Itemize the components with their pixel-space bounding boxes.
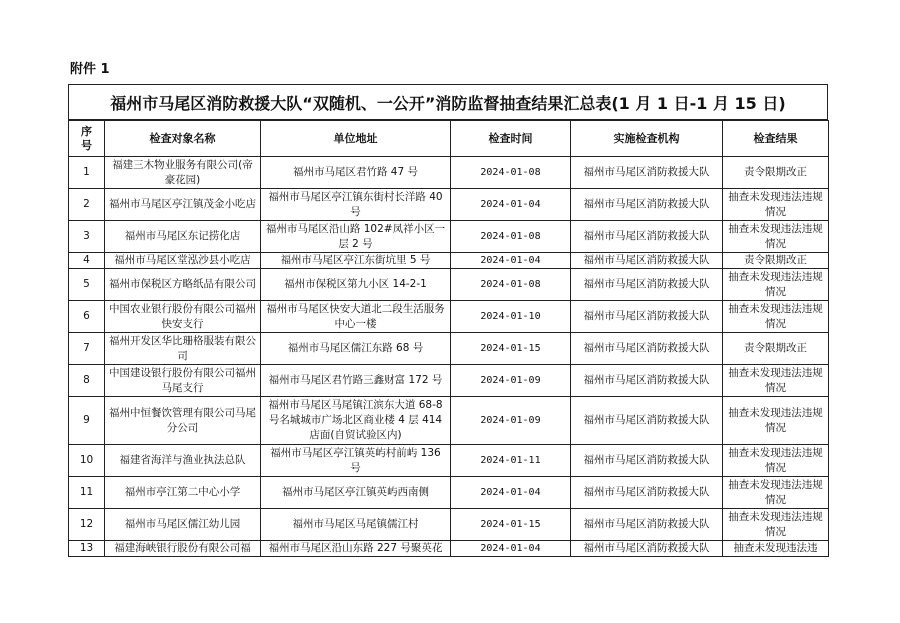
row-result: 责令限期改正	[723, 253, 829, 269]
table-row	[69, 445, 829, 477]
table-row	[69, 477, 829, 509]
row-result: 抽查未发现违法违规情况	[723, 301, 829, 333]
row-date: 2024-01-11	[451, 445, 571, 477]
table-row	[69, 157, 829, 189]
document-title: 福州市马尾区消防救援大队“双随机、一公开”消防监督抽查结果汇总表(1 月 1 日-1 月 15 日)	[68, 84, 828, 120]
table-row	[69, 333, 829, 365]
row-date: 2024-01-04	[451, 253, 571, 269]
row-date: 2024-01-08	[451, 221, 571, 253]
row-result: 抽查未发现违法违规情况	[723, 477, 829, 509]
table-row	[69, 253, 829, 269]
attachment-label: 附件 1	[70, 62, 110, 77]
row-name: 福州开发区华比珊格服装有限公司	[105, 333, 261, 365]
row-name: 福州中恒餐饮管理有限公司马尾分公司	[105, 397, 261, 445]
row-name: 福建三木物业服务有限公司(帝豪花园)	[105, 157, 261, 189]
table-row	[69, 301, 829, 333]
row-name: 中国农业银行股份有限公司福州快安支行	[105, 301, 261, 333]
row-no: 4	[69, 253, 105, 269]
table-row	[69, 269, 829, 301]
row-name: 福州市马尾区亭江镇茂金小吃店	[105, 189, 261, 221]
row-result: 抽查未发现违法违规情况	[723, 269, 829, 301]
row-no: 13	[69, 541, 105, 557]
header-name: 检查对象名称	[105, 121, 261, 157]
row-result: 抽查未发现违法违规情况	[723, 509, 829, 541]
row-address: 福州市马尾区马尾镇江滨东大道 68-8 号名城城市广场北区商业楼 4 层 414 店面(自贸试验区内)	[261, 397, 451, 445]
row-org: 福州市马尾区消防救援大队	[571, 477, 723, 509]
row-org: 福州市马尾区消防救援大队	[571, 541, 723, 557]
row-result: 抽查未发现违法违规情况	[723, 397, 829, 445]
row-no: 1	[69, 157, 105, 189]
table-row	[69, 221, 829, 253]
row-address: 福州市马尾区沿山路 102#凤祥小区一层 2 号	[261, 221, 451, 253]
row-name: 福州市保税区方略纸品有限公司	[105, 269, 261, 301]
row-date: 2024-01-04	[451, 541, 571, 557]
row-address: 福州市马尾区亭江镇英屿西南侧	[261, 477, 451, 509]
row-org: 福州市马尾区消防救援大队	[571, 333, 723, 365]
row-date: 2024-01-04	[451, 189, 571, 221]
row-no: 8	[69, 365, 105, 397]
row-org: 福州市马尾区消防救援大队	[571, 365, 723, 397]
row-org: 福州市马尾区消防救援大队	[571, 221, 723, 253]
row-address: 福州市保税区第九小区 14-2-1	[261, 269, 451, 301]
row-address: 福州市马尾区亭江东街坑里 5 号	[261, 253, 451, 269]
row-no: 10	[69, 445, 105, 477]
row-no: 12	[69, 509, 105, 541]
row-result: 抽查未发现违法违规情况	[723, 365, 829, 397]
row-name: 福州市马尾区东记捞化店	[105, 221, 261, 253]
row-name: 中国建设银行股份有限公司福州马尾支行	[105, 365, 261, 397]
row-no: 6	[69, 301, 105, 333]
row-address: 福州市马尾区快安大道北二段生活服务中心一楼	[261, 301, 451, 333]
row-date: 2024-01-15	[451, 509, 571, 541]
row-result: 抽查未发现违法违规情况	[723, 445, 829, 477]
row-org: 福州市马尾区消防救援大队	[571, 157, 723, 189]
row-name: 福建海峡银行股份有限公司福	[105, 541, 261, 557]
row-org: 福州市马尾区消防救援大队	[571, 189, 723, 221]
row-org: 福州市马尾区消防救援大队	[571, 301, 723, 333]
table-row	[69, 509, 829, 541]
row-date: 2024-01-15	[451, 333, 571, 365]
row-name: 福建省海洋与渔业执法总队	[105, 445, 261, 477]
row-result: 抽查未发现违法违规情况	[723, 189, 829, 221]
row-date: 2024-01-04	[451, 477, 571, 509]
table-row	[69, 365, 829, 397]
row-address: 福州市马尾区儒江东路 68 号	[261, 333, 451, 365]
row-name: 福州市马尾区堂泓沙县小吃店	[105, 253, 261, 269]
row-date: 2024-01-08	[451, 157, 571, 189]
table-header-row	[69, 121, 829, 157]
row-name: 福州市亭江第二中心小学	[105, 477, 261, 509]
row-address: 福州市马尾区君竹路三鑫财富 172 号	[261, 365, 451, 397]
header-no: 序号	[69, 121, 105, 157]
row-no: 9	[69, 397, 105, 445]
row-no: 7	[69, 333, 105, 365]
row-address: 福州市马尾区沿山东路 227 号聚英花	[261, 541, 451, 557]
table-row	[69, 397, 829, 445]
row-result: 抽查未发现违法违规情况	[723, 221, 829, 253]
row-result: 抽查未发现违法违	[723, 541, 829, 557]
header-address: 单位地址	[261, 121, 451, 157]
results-table	[68, 120, 829, 557]
row-name: 福州市马尾区儒江幼儿园	[105, 509, 261, 541]
row-result: 责令限期改正	[723, 333, 829, 365]
header-org: 实施检查机构	[571, 121, 723, 157]
header-result: 检查结果	[723, 121, 829, 157]
row-org: 福州市马尾区消防救援大队	[571, 509, 723, 541]
table-row	[69, 541, 829, 557]
row-date: 2024-01-09	[451, 397, 571, 445]
row-result: 责令限期改正	[723, 157, 829, 189]
header-date: 检查时间	[451, 121, 571, 157]
row-no: 3	[69, 221, 105, 253]
row-org: 福州市马尾区消防救援大队	[571, 445, 723, 477]
row-org: 福州市马尾区消防救援大队	[571, 253, 723, 269]
row-address: 福州市马尾区亭江镇东街村长洋路 40 号	[261, 189, 451, 221]
row-no: 11	[69, 477, 105, 509]
row-date: 2024-01-10	[451, 301, 571, 333]
row-no: 2	[69, 189, 105, 221]
row-org: 福州市马尾区消防救援大队	[571, 397, 723, 445]
row-address: 福州市马尾区君竹路 47 号	[261, 157, 451, 189]
row-date: 2024-01-09	[451, 365, 571, 397]
row-address: 福州市马尾区马尾镇儒江村	[261, 509, 451, 541]
row-address: 福州市马尾区亭江镇英屿村前屿 136 号	[261, 445, 451, 477]
row-org: 福州市马尾区消防救援大队	[571, 269, 723, 301]
row-no: 5	[69, 269, 105, 301]
table-row	[69, 189, 829, 221]
row-date: 2024-01-08	[451, 269, 571, 301]
